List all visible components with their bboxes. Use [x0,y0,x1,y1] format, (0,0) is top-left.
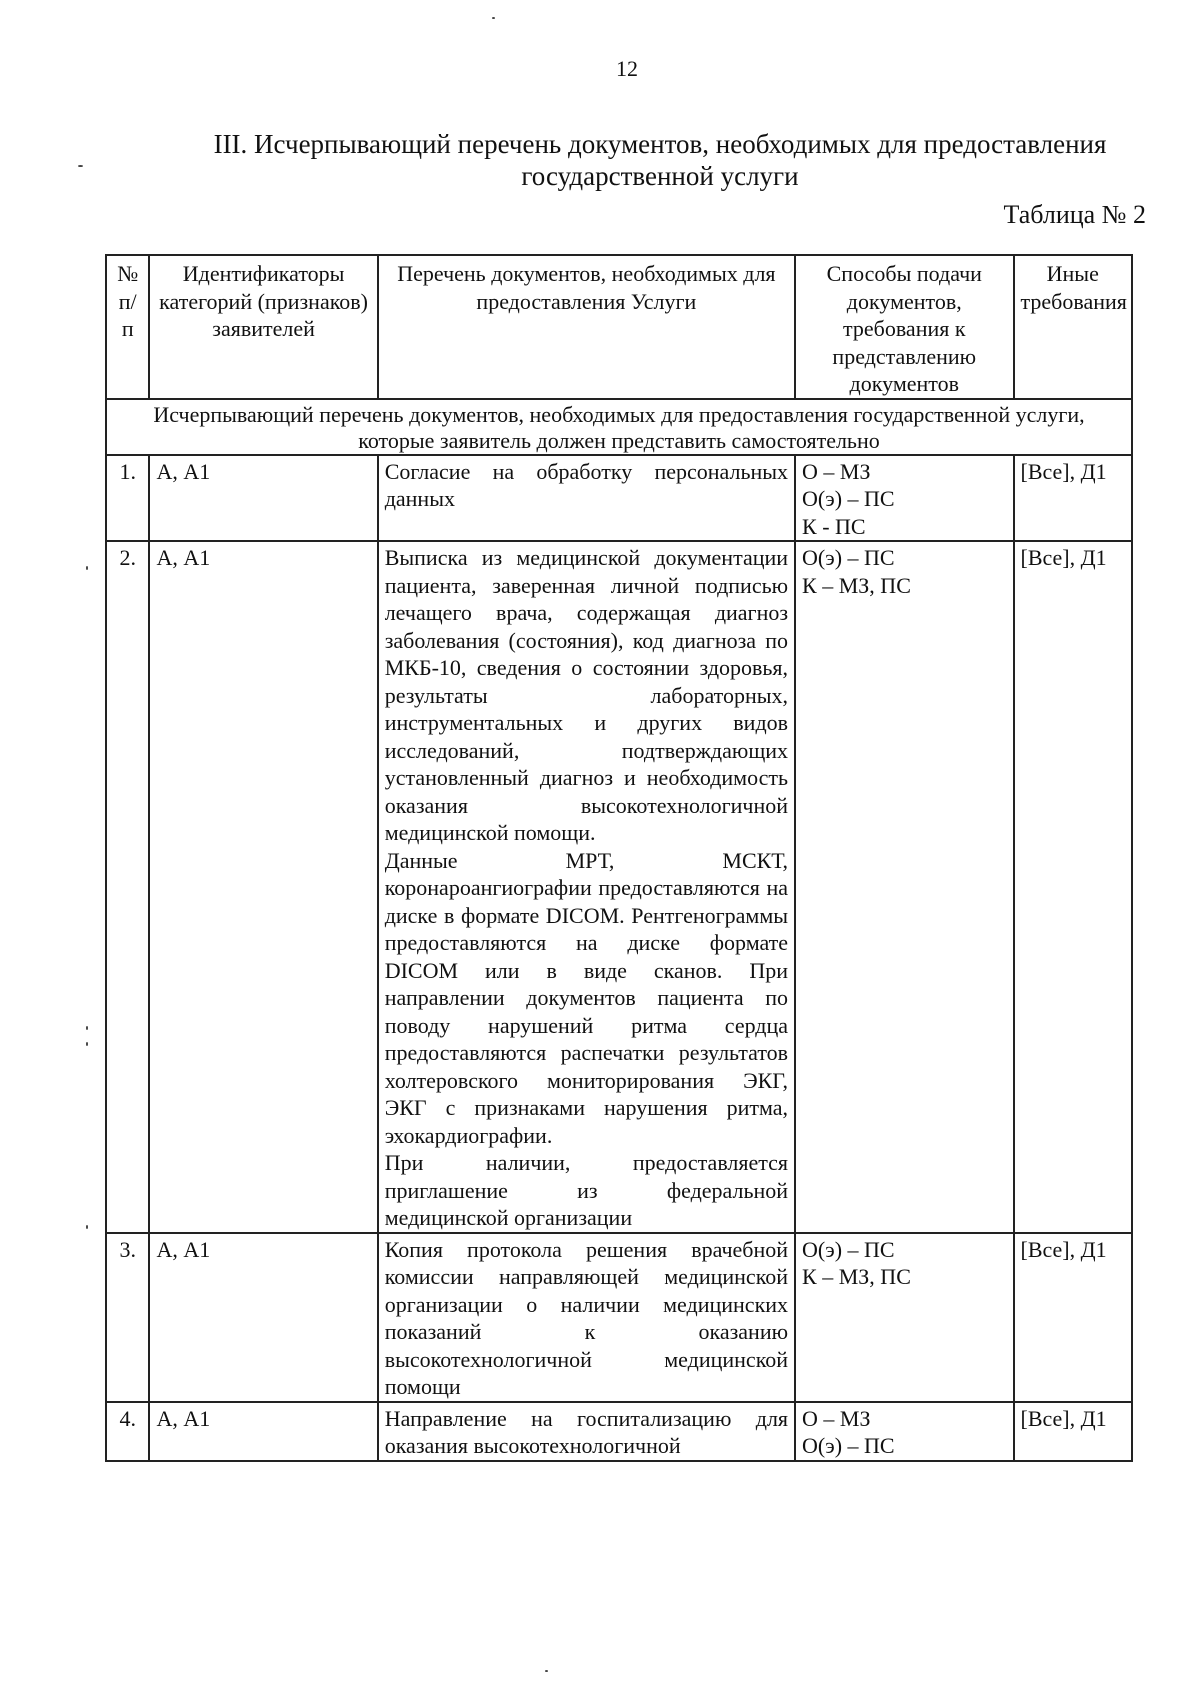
section-heading-line-1: III. Исчерпывающий перечень документов, необходимых для предоставления [213,129,1107,159]
row-number: 4. [106,1402,149,1461]
scan-speck [86,1225,88,1229]
method-item: О(э) – ПС [802,545,895,570]
document-paragraph: При наличии, предоставляется приглашение из федеральной медицинской организации [384,1150,789,1230]
method-item: О(э) – ПС [802,1236,895,1262]
row-identifiers: А, А1 [149,1233,377,1402]
row-other: [Все], Д1 [1014,541,1133,1233]
table-row [106,1233,1132,1402]
scan-speck [78,165,83,167]
row-methods [795,541,1013,1233]
method-item: О(э) – ПС [802,486,895,511]
header-identifiers: Идентификаторы категорий (признаков) заявителей [149,255,377,399]
header-other: Иные требования [1014,255,1133,399]
row-documents: Согласие на обработку персональных данных [378,455,795,542]
header-methods: Способы подачи документов, требования к представлению документов [795,255,1013,399]
document-paragraph: Данные МРТ, МСКТ, коронароангиографии предоставляются на диске в формате DICOM. Рентгенограммы предоставляются на диске формате DICOM или в виде сканов. При направлении документов пациента по поводу нарушений ритма сердца предоставляются распечатки результатов холтеровского мониторирования ЭКГ, ЭКГ с признаками нарушения ритма, эхокардиографии. [384,847,789,1148]
method-item: О – МЗ [802,458,871,484]
row-methods [795,1402,1013,1461]
scan-speck [492,17,495,19]
scan-speck [86,566,88,570]
row-documents [378,541,795,1233]
row-number: 1. [106,455,149,542]
section-title: Исчерпывающий перечень документов, необходимых для предоставления государственной услуги, которые заявитель должен представить самостоятельно [106,399,1132,455]
row-other: [Все], Д1 [1014,1402,1133,1461]
header-num: № п/п [106,255,149,399]
row-documents: Направление на госпитализацию для оказания высокотехнологичной [378,1402,795,1461]
section-heading-line-2: государственной услуги [521,161,799,191]
method-item: К – МЗ, ПС [802,1264,911,1289]
table-section-row [106,399,1132,455]
row-other: [Все], Д1 [1014,455,1133,542]
row-number: 3. [106,1233,149,1402]
scan-speck [86,1042,88,1046]
row-methods [795,1233,1013,1402]
method-item: К - ПС [802,513,866,539]
table-row [106,455,1132,542]
documents-table [105,254,1133,1462]
section-heading [160,128,1160,192]
table-header-row [106,255,1132,399]
page-number: 12 [616,56,638,81]
table-row [106,541,1132,1233]
row-other: [Все], Д1 [1014,1233,1133,1402]
method-item: О(э) – ПС [802,1433,895,1458]
document-paragraph: Выписка из медицинской документации пациента, заверенная личной подписью лечащего врача, содержащая диагноз заболевания (состояния), код диагноза по МКБ-10, сведения о состоянии здоровья, результаты лабораторных, инструментальных и других видов исследований, подтверждающих установленный диагноз и необходимость оказания высокотехнологичной медицинской помощи. [384,545,789,845]
header-documents: Перечень документов, необходимых для предоставления Услуги [378,255,795,399]
row-identifiers: А, А1 [149,455,377,542]
scan-speck [545,1670,548,1672]
row-identifiers: А, А1 [149,541,377,1233]
row-methods [795,455,1013,542]
scan-speck [86,1026,88,1030]
method-item: О – МЗ [802,1405,871,1431]
table-caption: Таблица № 2 [1003,200,1146,229]
table-row [106,1402,1132,1461]
row-documents: Копия протокола решения врачебной комиссии направляющей медицинской организации о наличии медицинских показаний к оказанию высокотехнологичной медицинской помощи [378,1233,795,1402]
method-item: К – МЗ, ПС [802,572,911,598]
row-identifiers: А, А1 [149,1402,377,1461]
row-number: 2. [106,541,149,1233]
